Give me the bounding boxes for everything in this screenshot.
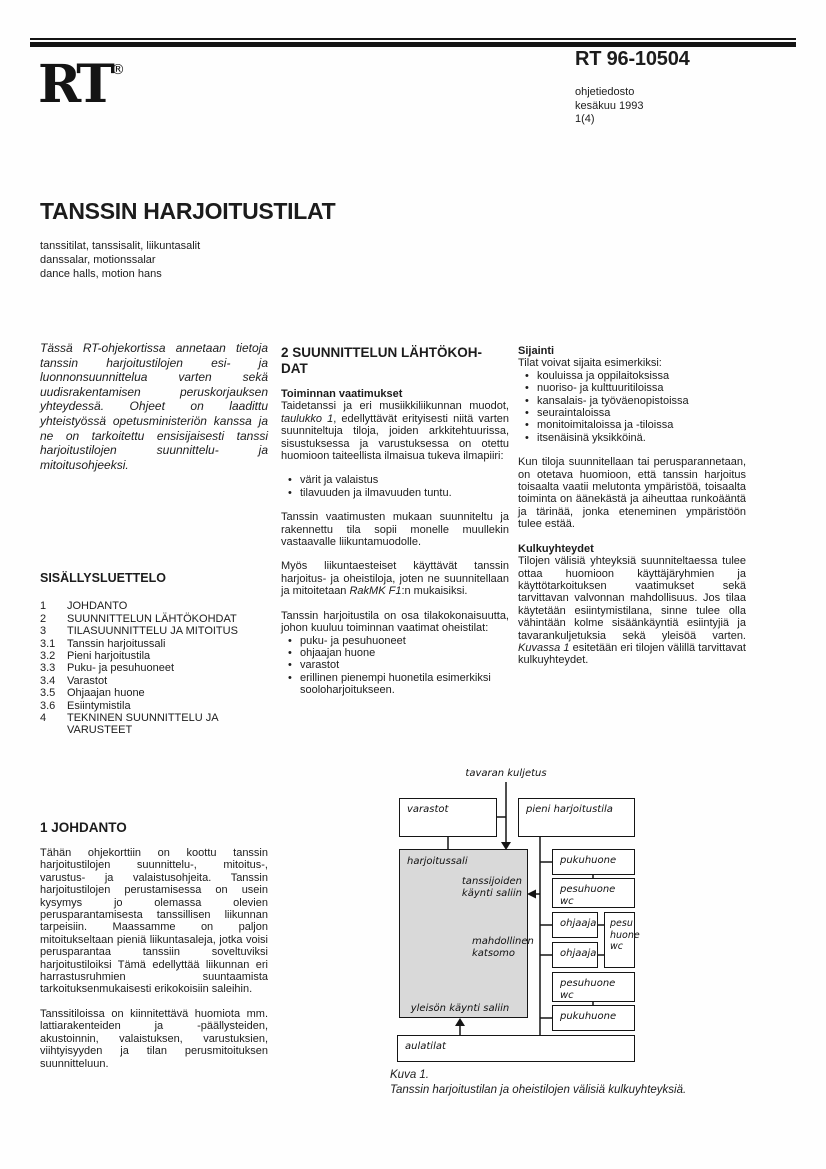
box-pesuhuone-wc-1: pesuhuone wc	[552, 878, 635, 908]
registered-icon: ®	[111, 62, 125, 78]
toc-item-number: 2	[40, 612, 47, 625]
bullet-text: varastot	[300, 659, 340, 672]
label-yleison-kaynti: yleisön käynti saliin	[410, 1003, 510, 1014]
toc-heading: SISÄLLYSLUETTELO	[40, 571, 166, 585]
box-ohjaaja-1: ohjaaja	[552, 912, 598, 938]
bullet-icon: •	[288, 671, 292, 684]
toc-item-label: Esiintymistila	[67, 699, 131, 712]
section-2-heading-line1: 2 SUUNNITTELUN LÄHTÖKOH-	[281, 345, 482, 360]
text-segment: :n mukaisiksi.	[401, 585, 468, 598]
bullet-text: itsenäisinä yksikköinä.	[537, 431, 646, 444]
bullet-item	[518, 395, 746, 407]
bullet-icon: •	[525, 407, 529, 420]
label-mahdollinen-katsomo: mahdollinen katsomo	[472, 936, 534, 959]
text-segment: Taidetanssi ja eri musiikkiliikunnan muodot,	[281, 400, 509, 413]
toc-item	[40, 700, 276, 712]
text-segment: Myös liikuntaesteiset käyttävät tanssin harjoitus- ja oheistiloja, joten ne suunnitellaan ja mitoitetaan	[281, 560, 509, 598]
bullet-icon: •	[525, 431, 529, 444]
header-rule-thick	[30, 42, 796, 47]
bullet-list	[518, 370, 746, 444]
bullet-item	[281, 672, 509, 697]
doc-page-indicator: 1(4)	[575, 113, 595, 125]
toc-item-number: 3.1	[40, 637, 56, 650]
paragraph: Tähän ohjekorttiin on koottu tanssin harjoitustilojen suunnittelu-, mitoitus-, varustus- ja valaistusohjeita. Tanssin harjoitustilojen perustamisessa on usein kysymys jo olemassa olevien perusparantamisesta tanssillisen liikunnan tarpeisiin. Maassamme on paljon mitoitukseltaan pieniä liikuntasaleja, jotka voisi perusparantaa tanssiin soveltuviksi harjoitustiloiksi Tämä edellyttää liikunnan eri harrastusruhmien suuntaamista tarkoituksenmukaisesti erikokoisiin saleihin.	[40, 847, 268, 996]
label-tanssijoiden-kaynti: tanssijoiden käynti saliin	[461, 876, 522, 899]
box-pieni-harjoitustila: pieni harjoitustila	[518, 798, 635, 837]
section-1-heading: 1 JOHDANTO	[40, 820, 127, 835]
header-rule-thin	[30, 38, 796, 40]
arrow-up-icon	[455, 1018, 465, 1026]
bullet-item	[281, 647, 509, 659]
text-segment: Tilojen välisiä yhteyksiä suunniteltaessa tulee ottaa huomioon käyttäjäryhmien ja käyttötarkoituksen vaatimukset sekä tarvittavan valvonnan mahdollisuus. Jos tilaa käytetään esiintymistilana, sinne tulee olla vähintään kolme sisäänkäyntiä esiintyjiä ja tavarankuljetuksia sekä yleisöä varten.	[518, 555, 746, 642]
figure-caption-text: Tanssin harjoitustilan ja oheistilojen välisiä kulkuyhteyksiä.	[390, 1083, 687, 1096]
toc-item-label: SUUNNITTELUN LÄHTÖKOHDAT	[67, 612, 237, 625]
page-title: TANSSIN HARJOITUSTILAT	[40, 198, 336, 224]
toc-item-label: Varastot	[67, 674, 108, 687]
rt-logo	[38, 44, 125, 115]
bullet-icon: •	[525, 419, 529, 432]
doc-date: kesäkuu 1993	[575, 99, 644, 112]
toc-item-label: TILASUUNNITTELU JA MITOITUS	[67, 625, 238, 638]
figure-caption	[390, 1068, 686, 1097]
toc-item	[40, 638, 276, 650]
bullet-text: kansalais- ja työväenopistoissa	[537, 394, 689, 407]
doc-number: RT 96-10504	[575, 48, 690, 70]
bullet-text: puku- ja pesuhuoneet	[300, 634, 406, 647]
toc-item	[40, 675, 276, 687]
paragraph: Tanssitiloissa on kiinnitettävä huomiota mm. lattiarakenteiden ja -päällysteiden, akustoinnin, valaistuksen, varustuksien, viihtyisyyden ja tilan perusmitoituksen suunnitteluun.	[40, 1007, 268, 1070]
keywords-sv: danssalar, motionssalar	[40, 253, 156, 266]
toc-item-label: TEKNINEN SUUNNITTELU JA VARUSTEET	[67, 712, 218, 737]
bullet-icon: •	[288, 659, 292, 672]
sijainti-lead: Tilat voivat sijaita esimerkiksi:	[518, 357, 662, 370]
bullet-item	[281, 635, 509, 647]
subheading-kulkuyhteydet: Kulkuyhteydet	[518, 542, 594, 555]
text-segment: esitetään eri tilojen välillä tarvittavat kulkuyhteydet.	[518, 641, 746, 667]
paragraph	[281, 560, 509, 597]
toc-item-number: 3	[40, 625, 47, 638]
toc-item-number: 3.6	[40, 699, 56, 712]
bullet-icon: •	[525, 369, 529, 382]
title-keywords	[40, 240, 200, 281]
doc-type: ohjetiedosto	[575, 86, 635, 98]
bullet-icon: •	[525, 382, 529, 395]
bullet-icon: •	[525, 394, 529, 407]
table-of-contents	[40, 572, 276, 737]
doc-meta	[575, 86, 644, 127]
circulation-diagram	[388, 766, 748, 1066]
toc-item-number: 3.3	[40, 662, 56, 675]
subheading-toiminnan-vaatimukset: Toiminnan vaatimukset	[281, 388, 403, 400]
paragraph: Tanssin harjoitustila on osa tilakokonaisuutta, johon kuuluu toiminnan vaatimat oheistilat:	[281, 609, 509, 635]
text-segment-italic: taulukko 1	[281, 412, 334, 425]
box-pukuhuone-1: pukuhuone	[552, 849, 635, 875]
bullet-text: seuraintaloissa	[537, 407, 611, 420]
bullet-item	[518, 370, 746, 382]
toc-item-number: 3.4	[40, 674, 56, 687]
toc-item-label: Tanssin harjoitussali	[67, 637, 166, 650]
box-varastot: varastot	[399, 798, 497, 837]
bullet-icon: •	[288, 634, 292, 647]
bullet-icon: •	[288, 646, 292, 659]
bullet-text: monitoimitaloissa ja -tiloissa	[537, 419, 674, 432]
box-pukuhuone-2: pukuhuone	[552, 1005, 635, 1031]
box-ohjaaja-2: ohjaaja	[552, 942, 598, 968]
rt-logo-text: RT	[38, 54, 111, 115]
toc-item	[40, 687, 276, 699]
bullet-icon: •	[288, 486, 292, 499]
bullet-item	[281, 474, 509, 486]
box-aulatilat: aulatilat	[397, 1035, 635, 1062]
text-segment: , edellyttävät erityisesti niitä varten suunniteltuja tiloja, joiden arkkitehtuurissa, sisustuksessa ja varustuksessa on otettu huomioon taiteellista ilmaisua tukeva ilmapiiri:	[281, 412, 509, 463]
toc-item-number: 4	[40, 712, 47, 725]
bullet-item	[518, 382, 746, 394]
toc-item	[40, 662, 276, 674]
toc-item-number: 3.5	[40, 687, 56, 700]
text-segment-italic: Kuvassa 1	[518, 641, 570, 654]
toc-item-label: Puku- ja pesuhuoneet	[67, 662, 175, 675]
toc-item-number: 3.2	[40, 650, 56, 663]
toc-item-label: Ohjaajan huone	[67, 687, 145, 700]
box-harjoitussali	[399, 849, 534, 1018]
bullet-icon: •	[288, 474, 292, 487]
arrow-left-icon	[527, 890, 536, 899]
intro-paragraph: Tässä RT-ohjekortissa annetaan tietoja tanssin harjoitustilojen esi- ja luonnonsuunnittelua varten sekä uudisrakentamisen peruskorjauksen yhteydessä. Ohjeet on laadittu yhteistyössä opetusministeriön kanssa ja ne on tarkoitettu ensisijaisesti tanssi harjoitustilojen suunnittelu- ja mitoitusohjeeksi.	[40, 341, 268, 472]
toc-item-number: 1	[40, 600, 47, 613]
bullet-text: nuoriso- ja kulttuuritiloissa	[537, 382, 664, 395]
section-2-heading-line2: DAT	[281, 361, 308, 376]
figure-caption-number: Kuva 1.	[390, 1069, 429, 1081]
bullet-item	[518, 407, 746, 419]
toc-item-label: JOHDANTO	[67, 600, 128, 613]
bullet-item	[281, 659, 509, 671]
toc-item	[40, 625, 276, 637]
toc-item-label: Pieni harjoitustila	[67, 650, 151, 663]
keywords-fi: tanssitilat, tanssisalit, liikuntasalit	[40, 240, 201, 252]
section-sijainti	[518, 345, 746, 667]
toc-item	[40, 712, 276, 737]
bullet-text: erillinen pienempi huonetila esimerkiksi sooloharjoitukseen.	[300, 671, 491, 697]
toc-item	[40, 600, 276, 612]
toc-item	[40, 650, 276, 662]
bullet-text: kouluissa ja oppilaitoksissa	[537, 369, 670, 382]
section-2-heading	[281, 345, 509, 377]
subheading-sijainti: Sijainti	[518, 345, 555, 357]
bullet-item	[281, 487, 509, 499]
bullet-text: värit ja valaistus	[300, 474, 379, 487]
paragraph: Tanssin vaatimusten mukaan suunniteltu ja rakennettu tila sopii monelle muullekin vastaavalle liikuntamuodolle.	[281, 511, 509, 549]
paragraph	[518, 555, 746, 667]
box-pesu-huone-wc: pesu huone wc	[604, 912, 635, 968]
label-harjoitussali: harjoitussali	[407, 856, 468, 867]
paragraph	[281, 400, 509, 462]
keywords-en: dance halls, motion hans	[40, 267, 162, 280]
bullet-item	[518, 419, 746, 431]
toc-item	[40, 613, 276, 625]
section-1	[40, 820, 268, 1070]
bullet-item	[518, 432, 746, 444]
bullet-list	[281, 474, 509, 499]
section-2	[281, 345, 509, 709]
bullet-text: ohjaajan huone	[300, 646, 376, 659]
label-tavaran-kuljetus: tavaran kuljetus	[465, 768, 547, 779]
paragraph: Kun tiloja suunnitellaan tai perusparannetaan, on otetava huomioon, että tanssin harjoitus toisaalta vaatii melutonta ympäristöä, toisaalta toiminta on äänekästä ja aiheuttaa runkoääntä ja tärinää, jonka eteneminen ympäristöön tulee estää.	[518, 456, 746, 531]
text-segment-italic: RakMK F1	[349, 585, 402, 598]
bullet-text: tilavuuden ja ilmavuuden tuntu.	[300, 486, 452, 499]
box-pesuhuone-wc-2: pesuhuone wc	[552, 972, 635, 1002]
bullet-list	[281, 635, 509, 697]
